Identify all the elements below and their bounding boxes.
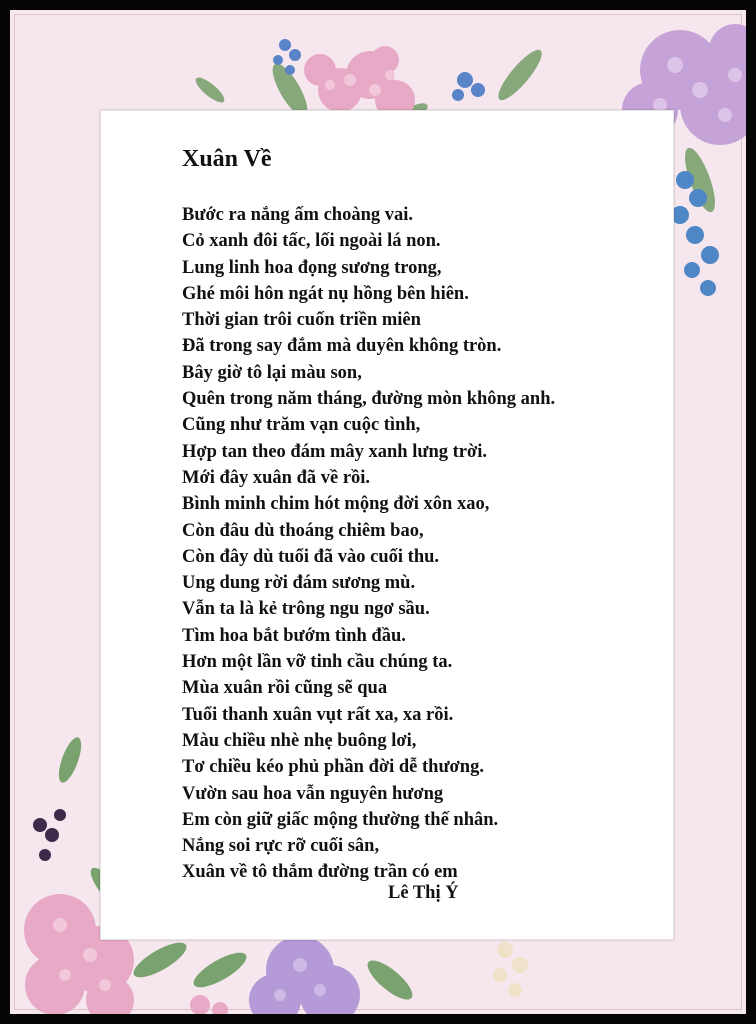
poem-line: Lung linh hoa đọng sương trong, <box>182 257 442 278</box>
poem-line: Mới đây xuân đã về rồi. <box>182 467 371 488</box>
poem-line: Đã trong say đắm mà duyên không tròn. <box>182 336 502 357</box>
poem-line: Bình minh chim hót mộng đời xôn xao, <box>182 494 490 515</box>
poem-line: Còn đâu dù thoáng chiêm bao, <box>182 520 424 541</box>
poem-line: Tìm hoa bắt bướm tình đầu. <box>182 625 406 646</box>
poem-line: Tơ chiều kéo phủ phần đời dễ thương. <box>182 757 484 778</box>
poem-line: Cũng như trăm vạn cuộc tình, <box>182 415 421 436</box>
poem-line: Cỏ xanh đôi tấc, lối ngoài lá non. <box>182 231 441 252</box>
poem-line: Hơn một lần vỡ tinh cầu chúng ta. <box>182 652 453 673</box>
poem-line: Còn đây dù tuổi đã vào cuối thu. <box>182 546 440 567</box>
poem-line: Ghé môi hôn ngát nụ hồng bên hiên. <box>182 283 469 304</box>
poem-line: Tuổi thanh xuân vụt rất xa, xa rồi. <box>182 704 454 725</box>
poem-body <box>182 202 555 886</box>
poem-line: Em còn giữ giấc mộng thường thế nhân. <box>182 809 499 830</box>
poem-line: Màu chiều nhè nhẹ buông lơi, <box>182 730 417 751</box>
poem-line: Mùa xuân rồi cũng sẽ qua <box>182 678 388 699</box>
poem-line: Nắng soi rực rỡ cuối sân, <box>182 836 380 857</box>
poem-line: Ung dung rời đám sương mù. <box>182 573 416 594</box>
poem-line: Bước ra nắng ấm choàng vai. <box>182 205 414 225</box>
poem-line: Bây giờ tô lại màu son, <box>182 362 362 383</box>
poem-author: Lê Thị Ý <box>388 883 459 903</box>
poem-title: Xuân Về <box>182 146 272 172</box>
poem-line: Vườn sau hoa vẫn nguyên hương <box>182 783 444 804</box>
poem-line: Quên trong năm tháng, đường mòn không anh. <box>182 389 556 410</box>
poem-line: Thời gian trôi cuốn triền miên <box>182 310 421 331</box>
poem-line: Xuân về tô thắm đường trần có em <box>182 862 458 883</box>
poem-line: Vẫn ta là kẻ trông ngu ngơ sầu. <box>182 599 430 620</box>
poem-line: Hợp tan theo đám mây xanh lưng trời. <box>182 441 488 462</box>
